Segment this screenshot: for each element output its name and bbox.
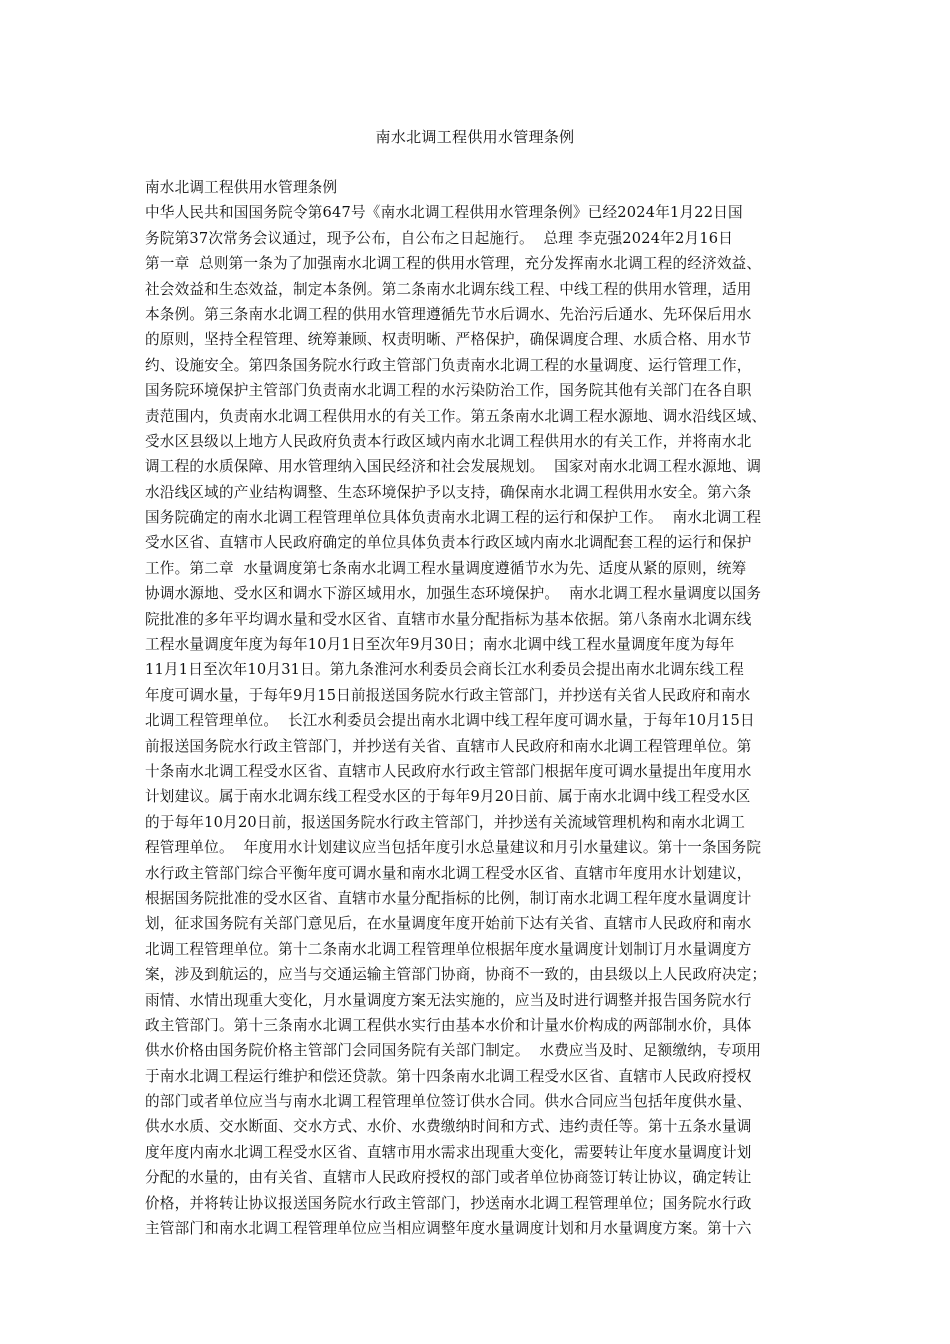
body-text-line: 政主管部门。第十三条南水北调工程供水实行由基本水价和计量水价构成的两部制水价，具体	[145, 1016, 752, 1034]
body-text-line: 务院第37次常务会议通过，现予公布，自公布之日起施行。 总理 李克强2024年2月16日	[145, 229, 734, 247]
document-title: 南水北调工程供用水管理条例	[375, 128, 575, 146]
body-text-line: 程管理单位。 年度用水计划建议应当包括年度引水总量建议和月引水量建议。第十一条国务院	[145, 839, 762, 857]
body-text-line: 水行政主管部门综合平衡年度可调水量和南水北调工程受水区省、直辖市年度用水计划建议，	[145, 864, 752, 882]
body-text-line: 主管部门和南水北调工程管理单位应当相应调整年度水量调度计划和月水量调度方案。第十六	[145, 1220, 752, 1238]
body-text-line: 北调工程管理单位。第十二条南水北调工程管理单位根据年度水量调度计划制订月水量调度方	[145, 940, 752, 958]
body-text-line: 于南水北调工程运行维护和偿还贷款。第十四条南水北调工程受水区省、直辖市人民政府授权	[145, 1067, 752, 1085]
body-text-line: 案，涉及到航运的，应当与交通运输主管部门协商，协商不一致的，由县级以上人民政府决定；	[145, 966, 767, 984]
body-text-line: 的于每年10月20日前，报送国务院水行政主管部门，并抄送有关流域管理机构和南水北调工	[145, 813, 746, 831]
body-text-line: 协调水源地、受水区和调水下游区域用水，加强生态环境保护。 南水北调工程水量调度以国务	[145, 585, 762, 603]
body-text-line: 的部门或者单位应当与南水北调工程管理单位签订供水合同。供水合同应当包括年度供水量、	[145, 1093, 752, 1111]
body-text-line: 分配的水量的，由有关省、直辖市人民政府授权的部门或者单位协商签订转让协议，确定转让	[145, 1169, 752, 1187]
body-text-line: 前报送国务院水行政主管部门，并抄送有关省、直辖市人民政府和南水北调工程管理单位。第	[145, 737, 752, 755]
body-text-line: 供水水质、交水断面、交水方式、水价、水费缴纳时间和方式、违约责任等。第十五条水量调	[145, 1118, 752, 1136]
body-text-line: 受水区省、直辖市人民政府确定的单位具体负责本行政区域内南水北调配套工程的运行和保护	[145, 534, 752, 552]
body-text-line: 南水北调工程供用水管理条例	[145, 179, 338, 196]
body-text-line: 调工程的水质保障、用水管理纳入国民经济和社会发展规划。 国家对南水北调工程水源地、调	[145, 458, 762, 476]
body-text-line: 社会效益和生态效益，制定本条例。第二条南水北调东线工程、中线工程的供用水管理，适用	[145, 280, 752, 298]
body-text-line: 计划建议。属于南水北调东线工程受水区的于每年9月20日前、属于南水北调中线工程受水区	[145, 788, 751, 806]
body-text-line: 根据国务院批准的受水区省、直辖市水量分配指标的比例，制订南水北调工程年度水量调度计	[145, 889, 752, 907]
body-text-line: 价格，并将转让协议报送国务院水行政主管部门，抄送南水北调工程管理单位；国务院水行政	[145, 1194, 752, 1212]
body-text-line: 院批准的多年平均调水量和受水区省、直辖市水量分配指标为基本依据。第八条南水北调东线	[145, 610, 752, 628]
body-text-line: 供水价格由国务院价格主管部门会同国务院有关部门制定。 水费应当及时、足额缴纳，专项用	[145, 1042, 762, 1060]
body-text-line: 国务院确定的南水北调工程管理单位具体负责南水北调工程的运行和保护工作。 南水北调工程	[145, 509, 762, 527]
body-text-line: 划，征求国务院有关部门意见后，在水量调度年度开始前下达有关省、直辖市人民政府和南水	[145, 915, 752, 933]
body-text-line: 中华人民共和国国务院令第647号《南水北调工程供用水管理条例》已经2024年1月22日国	[145, 204, 743, 222]
body-text-line: 年度可调水量，于每年9月15日前报送国务院水行政主管部门，并抄送有关省人民政府和南水	[145, 686, 751, 704]
body-text-line: 的原则，坚持全程管理、统筹兼顾、权责明晰、严格保护，确保调度合理、水质合格、用水节	[145, 331, 752, 349]
body-text-line: 北调工程管理单位。 长江水利委员会提出南水北调中线工程年度可调水量，于每年10月15日	[145, 712, 755, 730]
body-text-line: 责范围内，负责南水北调工程供用水的有关工作。第五条南水北调工程水源地、调水沿线区域、	[145, 407, 767, 425]
body-text-line: 度年度内南水北调工程受水区省、直辖市用水需求出现重大变化，需要转让年度水量调度计划	[145, 1143, 752, 1161]
body-text-line: 工作。第二章 水量调度第七条南水北调工程水量调度遵循节水为先、适度从紧的原则，统筹	[145, 559, 747, 577]
body-text-line: 约、设施安全。第四条国务院水行政主管部门负责南水北调工程的水量调度、运行管理工作，	[145, 356, 752, 374]
document-body	[145, 175, 809, 1241]
body-text-line: 十条南水北调工程受水区省、直辖市人民政府水行政主管部门根据年度可调水量提出年度用水	[145, 762, 752, 780]
body-text-line: 第一章 总则第一条为了加强南水北调工程的供用水管理，充分发挥南水北调工程的经济效益、	[145, 255, 762, 273]
body-text-line: 国务院环境保护主管部门负责南水北调工程的水污染防治工作，国务院其他有关部门在各自职	[145, 382, 752, 400]
body-text-line: 雨情、水情出现重大变化，月水量调度方案无法实施的，应当及时进行调整并报告国务院水行	[145, 991, 752, 1009]
body-text-line: 11月1日至次年10月31日。第九条淮河水利委员会商长江水利委员会提出南水北调东线工程	[145, 661, 744, 679]
body-text-line: 水沿线区域的产业结构调整、生态环境保护予以支持，确保南水北调工程供用水安全。第六条	[145, 483, 752, 501]
body-text-line: 受水区县级以上地方人民政府负责本行政区域内南水北调工程供用水的有关工作，并将南水北	[145, 432, 752, 450]
body-text-line: 工程水量调度年度为每年10月1日至次年9月30日；南水北调中线工程水量调度年度为每年	[145, 636, 735, 654]
body-text-line: 本条例。第三条南水北调工程的供用水管理遵循先节水后调水、先治污后通水、先环保后用水	[145, 305, 752, 323]
